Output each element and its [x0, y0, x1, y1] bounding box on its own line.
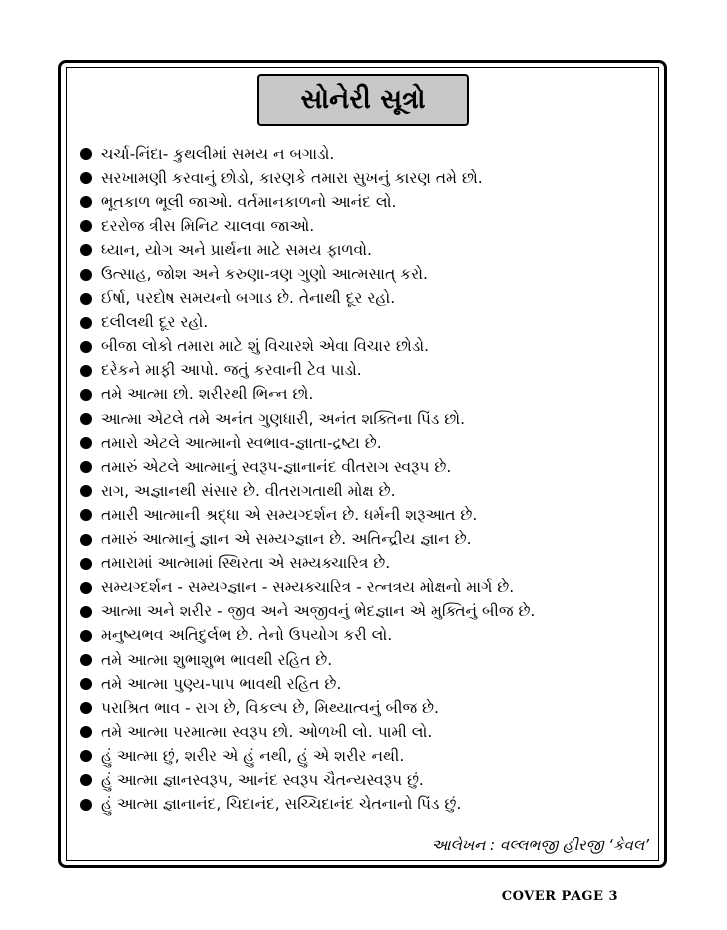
maxim-item	[80, 383, 645, 407]
maxim-text: તમારું એટલે આત્માનું સ્વરૂપ-જ્ઞાનાનંદ વીતરાગ સ્વરૂપ છે.	[101, 457, 452, 476]
maxim-item	[80, 407, 645, 431]
bullet-icon	[80, 244, 92, 256]
maxim-text: ધ્યાન, યોગ અને પ્રાર્થના માટે સમય ફાળવો.	[101, 240, 372, 259]
maxim-item	[80, 744, 645, 768]
maxim-text: હું આત્મા જ્ઞાનાનંદ, ચિદાનંદ, સચ્ચિદાનંદ ચેતનાનો પિંડ છું.	[101, 795, 462, 814]
maxim-text: પરાશ્રિત ભાવ - રાગ છે, વિકલ્પ છે, મિથ્યાત્વનું બીજ છે.	[101, 698, 439, 717]
maxim-item	[80, 238, 645, 262]
bullet-icon	[80, 509, 92, 521]
bullet-icon	[80, 774, 92, 786]
maxim-item	[80, 455, 645, 479]
maxim-text: આત્મા એટલે તમે અનંત ગુણધારી, અનંત શક્તિના પિંડ છો.	[101, 409, 466, 428]
bullet-icon	[80, 389, 92, 401]
attribution: આલેખન : વલ્લભજી હીરજી ‘કેવલ’	[431, 836, 649, 854]
maxim-item	[80, 528, 645, 552]
maxim-item	[80, 696, 645, 720]
maxims-list	[80, 142, 645, 817]
maxim-item	[80, 431, 645, 455]
bullet-icon	[80, 220, 92, 232]
maxim-text: તમે આત્મા શુભાશુભ ભાવથી રહિત છે.	[101, 650, 333, 669]
page-title: સોનેરી સૂત્રો	[300, 84, 426, 115]
maxim-item	[80, 503, 645, 527]
maxim-text: રાગ, અજ્ઞાનથી સંસાર છે. વીતરાગતાથી મોક્ષ છે.	[101, 481, 396, 500]
bullet-icon	[80, 413, 92, 425]
bullet-icon	[80, 678, 92, 690]
page-label: COVER PAGE 3	[501, 889, 618, 904]
maxim-text: તમે આત્મા પુણ્ય-પાપ ભાવથી રહિત છે.	[101, 674, 342, 693]
maxim-text: બીજા લોકો તમારા માટે શું વિચારશે એવા વિચાર છોડો.	[101, 337, 430, 356]
maxim-text: તમારી આત્માની શ્રદ્ધા એ સમ્યગ્દર્શન છે. ધર્મની શરૂઆત છે.	[101, 505, 478, 524]
maxim-item	[80, 142, 645, 166]
bullet-icon	[80, 582, 92, 594]
maxim-item	[80, 166, 645, 190]
maxim-text: સમ્યગ્દર્શન - સમ્યગ્જ્ઞાન - સમ્યક્ચારિત્ર - રત્નત્રય મોક્ષનો માર્ગ છે.	[101, 578, 515, 597]
bullet-icon	[80, 317, 92, 329]
bullet-icon	[80, 750, 92, 762]
maxim-text: તમારું આત્માનું જ્ઞાન એ સમ્યગ્જ્ઞાન છે. અતિન્દ્રીય જ્ઞાન છે.	[101, 530, 472, 549]
maxim-item	[80, 720, 645, 744]
maxim-item	[80, 311, 645, 335]
maxim-item	[80, 793, 645, 817]
bullet-icon	[80, 702, 92, 714]
maxim-text: હું આત્મા જ્ઞાનસ્વરૂપ, આનંદ સ્વરૂપ ચૈતન્યસ્વરૂપ છું.	[101, 770, 424, 789]
maxim-item	[80, 768, 645, 792]
bullet-icon	[80, 606, 92, 618]
bullet-icon	[80, 534, 92, 546]
maxim-text: દરેકને માફી આપો. જતું કરવાની ટેવ પાડો.	[101, 361, 362, 380]
maxim-item	[80, 262, 645, 286]
bullet-icon	[80, 269, 92, 281]
maxim-item	[80, 287, 645, 311]
maxim-item	[80, 479, 645, 503]
bullet-icon	[80, 630, 92, 642]
maxim-item	[80, 624, 645, 648]
bullet-icon	[80, 365, 92, 377]
maxim-item	[80, 648, 645, 672]
title-box	[257, 74, 469, 126]
maxim-item	[80, 576, 645, 600]
maxim-text: ભૂતકાળ ભૂલી જાઓ. વર્તમાનકાળનો આનંદ લો.	[101, 192, 397, 211]
maxim-item	[80, 335, 645, 359]
maxim-text: તમે આત્મા પરમાત્મા સ્વરૂપ છો. ઓળખી લો. પામી લો.	[101, 722, 433, 741]
maxim-item	[80, 600, 645, 624]
maxim-text: તમારો એટલે આત્માનો સ્વભાવ-જ્ઞાતા-દ્રષ્ટા છે.	[101, 433, 382, 452]
maxim-item	[80, 552, 645, 576]
bullet-icon	[80, 654, 92, 666]
bullet-icon	[80, 148, 92, 160]
maxim-text: ઉત્સાહ, જોશ અને કરુણા-ત્રણ ગુણો આત્મસાત્ કરો.	[101, 265, 428, 284]
maxim-text: હું આત્મા છું, શરીર એ હું નથી, હું એ શરીર નથી.	[101, 746, 405, 765]
bullet-icon	[80, 196, 92, 208]
bullet-icon	[80, 726, 92, 738]
maxim-item	[80, 672, 645, 696]
bullet-icon	[80, 172, 92, 184]
maxim-item	[80, 214, 645, 238]
bullet-icon	[80, 461, 92, 473]
bullet-icon	[80, 799, 92, 811]
maxim-text: દરરોજ ત્રીસ મિનિટ ચાલવા જાઓ.	[101, 216, 315, 235]
maxim-text: દલીલથી દૂર રહો.	[101, 313, 209, 332]
maxim-text: આત્મા અને શરીર - જીવ અને અજીવનું ભેદજ્ઞાન એ મુક્તિનું બીજ છે.	[101, 602, 536, 621]
maxim-text: સરખામણી કરવાનું છોડો, કારણકે તમારા સુખનું કારણ તમે છો.	[101, 168, 483, 187]
maxim-text: તમારામાં આત્મામાં સ્થિરતા એ સમ્યક્ચારિત્ર છે.	[101, 554, 391, 573]
bullet-icon	[80, 437, 92, 449]
maxim-text: ચર્ચા-નિંદા- કુથલીમાં સમય ન બગાડો.	[101, 144, 335, 163]
maxim-text: મનુષ્યભવ અતિદુર્લભ છે. તેનો ઉપયોગ કરી લો.	[101, 626, 393, 645]
maxim-item	[80, 359, 645, 383]
maxim-text: ઈર્ષા, પરદોષ સમયનો બગાડ છે. તેનાથી દૂર રહો.	[101, 289, 396, 308]
maxim-text: તમે આત્મા છો. શરીરથી ભિન્ન છો.	[101, 385, 314, 404]
bullet-icon	[80, 558, 92, 570]
bullet-icon	[80, 341, 92, 353]
bullet-icon	[80, 485, 92, 497]
bullet-icon	[80, 293, 92, 305]
maxim-item	[80, 190, 645, 214]
